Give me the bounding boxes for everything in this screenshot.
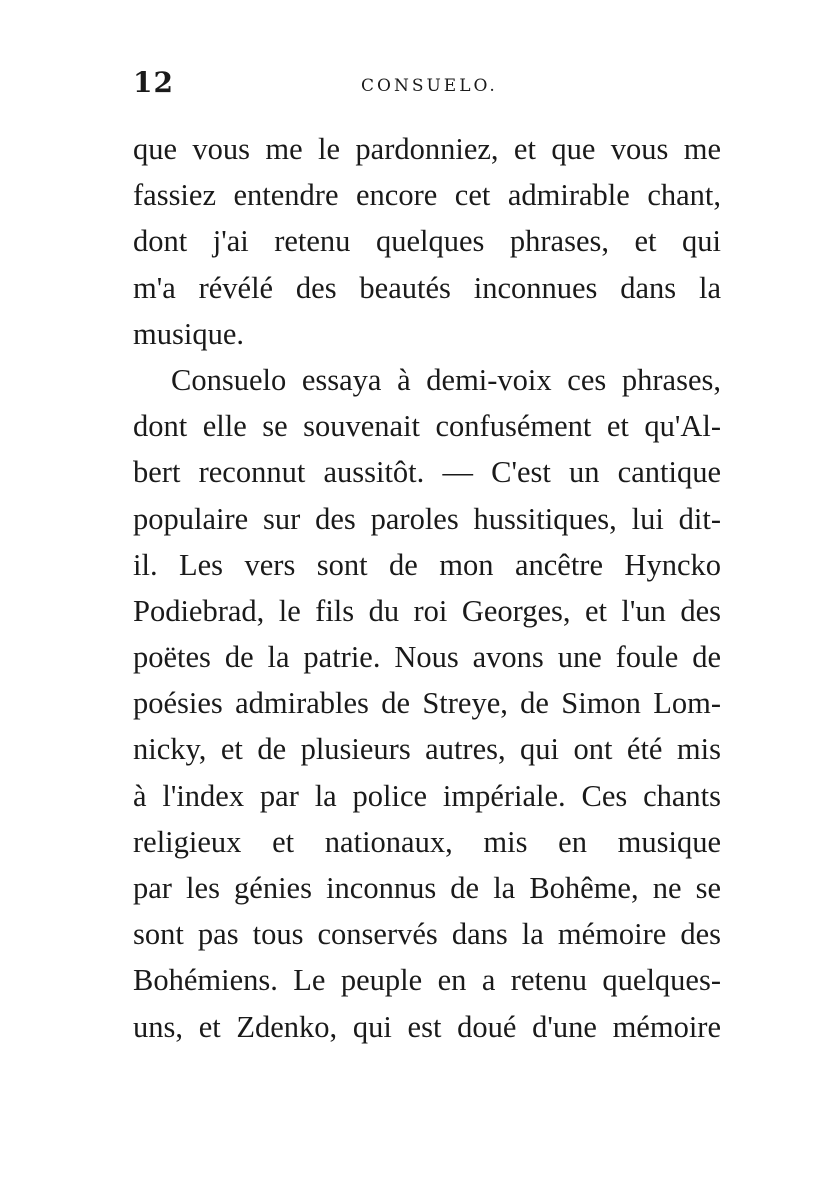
text-line: bert reconnut aussitôt. — C'est un cantique [133, 455, 721, 490]
text-line: musique. [133, 316, 244, 351]
text-line: Consuelo essaya à demi-voix ces phrases, [171, 362, 721, 397]
text-line: sont pas tous conservés dans la mémoire des [133, 917, 721, 952]
body-text [133, 126, 721, 1050]
text-line: nicky, et de plusieurs autres, qui ont été mis [133, 732, 721, 767]
text-line: dont j'ai retenu quelques phrases, et qui [133, 224, 721, 259]
text-line: religieux et nationaux, mis en musique [133, 824, 721, 859]
text-line: poëtes de la patrie. Nous avons une foule de [133, 640, 721, 675]
text-line: il. Les vers sont de mon ancêtre Hyncko [133, 547, 721, 582]
page-number: 12 [133, 66, 174, 99]
text-line: que vous me le pardonniez, et que vous me [133, 132, 721, 166]
text-line: fassiez entendre encore cet admirable chant, [133, 178, 721, 213]
text-line: Podiebrad, le fils du roi Georges, et l'un des [133, 593, 721, 628]
text-line: dont elle se souvenait confusément et qu'Al- [133, 409, 721, 444]
text-line: uns, et Zdenko, qui est doué d'une mémoire [133, 1009, 721, 1044]
text-line: poésies admirables de Streye, de Simon Lom- [133, 686, 721, 721]
text-line: populaire sur des paroles hussitiques, lui dit- [133, 501, 721, 536]
text-line: par les génies inconnus de la Bohême, ne se [133, 871, 721, 905]
page-header [133, 66, 721, 106]
text-line: Bohémiens. Le peuple en a retenu quelques- [133, 963, 721, 998]
text-line: à l'index par la police impériale. Ces chants [133, 778, 721, 813]
running-title: CONSUELO. [361, 76, 498, 96]
text-line: m'a révélé des beautés inconnues dans la [133, 270, 721, 305]
